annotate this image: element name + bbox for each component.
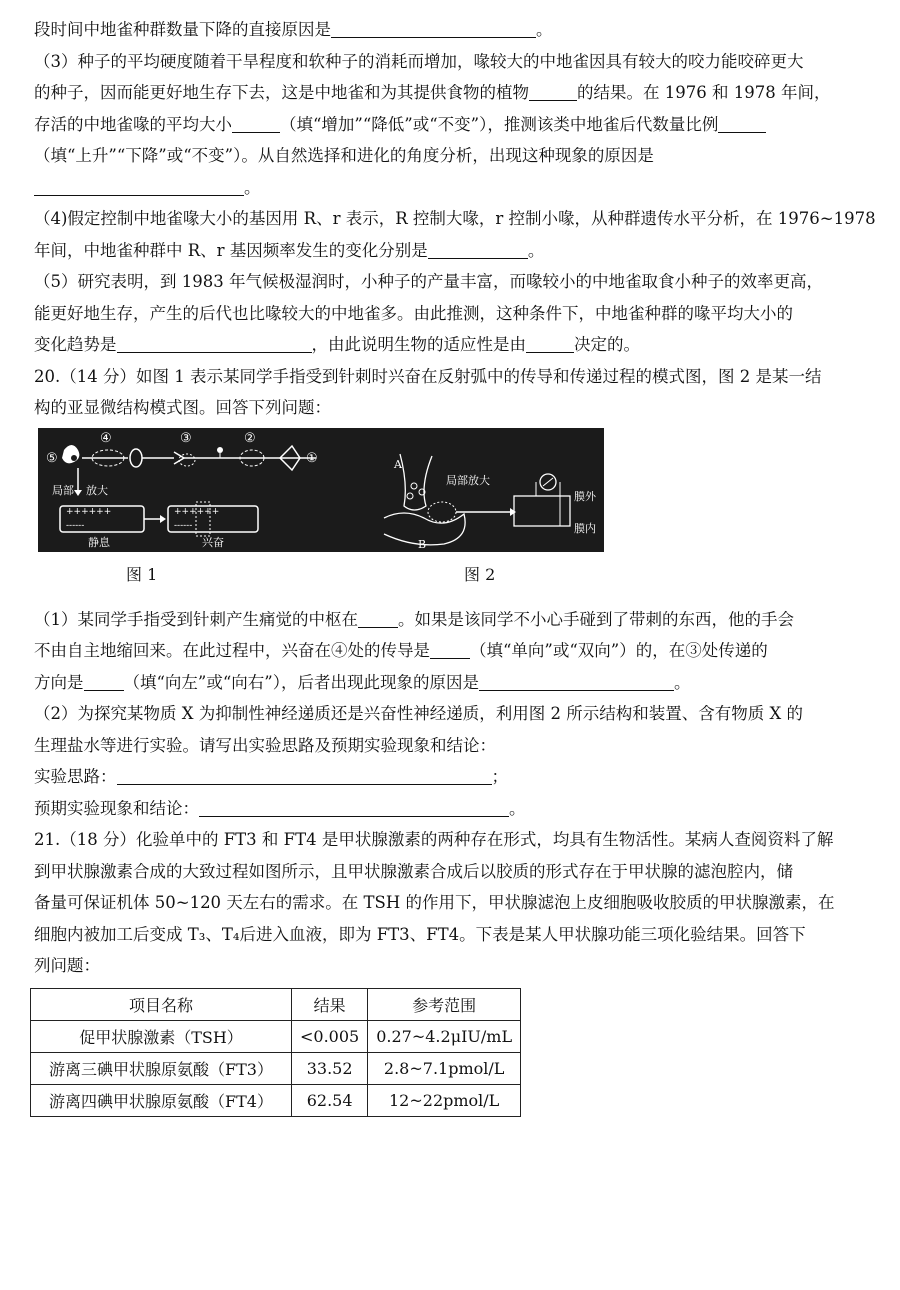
text-line: 列问题：: [34, 956, 100, 975]
answer-blank[interactable]: [428, 240, 528, 259]
answer-blank[interactable]: [117, 334, 312, 353]
text-line: 存活的中地雀喙的平均大小 （填“增加”“降低”或“不变”），推测该类中地雀后代数量比例: [34, 109, 864, 141]
text-line: 到甲状腺激素合成的大致过程如图所示，且甲状腺激素合成后以胶质的形式存在于甲状腺的滤泡腔内，储: [34, 861, 793, 881]
text-line: （1）某同学手指受到针刺产生痛觉的中枢在 。如果是该同学不小心手碰到了带刺的东西，他的手会: [34, 609, 794, 629]
table-cell: 0.27~4.2μIU/mL: [368, 1020, 521, 1052]
text-line: （3）种子的平均硬度随着干旱程度和软种子的消耗而增加，喙较大的中地雀因具有较大的咬力能咬碎更大: [34, 51, 804, 71]
answer-blank[interactable]: [430, 640, 470, 659]
table-row: [31, 1084, 521, 1116]
label-3: ③: [180, 430, 192, 446]
label-2: ②: [244, 430, 256, 446]
answer-blank[interactable]: [718, 114, 766, 133]
text-line: （5）研究表明，到 1983 年气候极湿润时，小种子的产量丰富，而喙较小的中地雀取食小种子的效率更高，: [34, 272, 823, 291]
text-line: 细胞内被加工后变成 T₃、T₄后进入血液，即为 FT3、FT4。下表是某人甲状腺功能三项化验结果。回答下: [34, 924, 806, 944]
figure-2-caption: 图 2: [464, 564, 496, 584]
text-line: 实验思路： ；: [34, 767, 508, 786]
table-cell: 62.54: [292, 1084, 368, 1116]
table-header: 参考范围: [368, 988, 521, 1020]
text-line: （2）为探究某物质 X 为抑制性神经递质还是兴奋性神经递质，利用图 2 所示结构和装置、含有物质 X 的: [34, 704, 803, 723]
label-1: ①: [306, 450, 318, 466]
text-line: 的种子，因而能更好地生存下去，这是中地雀和为其提供食物的植物 的结果。在 1976 和 1978 年间，: [34, 83, 831, 102]
label-local-enlarge: 局部放大: [446, 473, 490, 487]
exam-page: [34, 14, 876, 1117]
label-local: 局部: [52, 483, 74, 497]
answer-blank[interactable]: [479, 672, 674, 691]
label-A: A: [394, 457, 402, 471]
text-line: 变化趋势是 ，由此说明生物的适应性是由 决定的。: [34, 335, 640, 354]
table-cell: 33.52: [292, 1052, 368, 1084]
table-header: 结果: [292, 988, 368, 1020]
answer-blank[interactable]: [199, 798, 509, 817]
text-line: 方向是 （填“向左”或“向右”），后者出现此现象的原因是 。: [34, 672, 691, 692]
label-enlarge: 放大: [86, 483, 108, 497]
label-outside: 膜外: [574, 489, 596, 503]
label-rest: 静息: [88, 535, 110, 549]
table-row: [31, 1052, 521, 1084]
label-excite: 兴奋: [202, 535, 224, 549]
text-line: （填“上升”“下降”或“不变”）。从自然选择和进化的角度分析，出现这种现象的原因是: [34, 146, 654, 165]
answer-blank[interactable]: [529, 82, 577, 101]
text-line: （4)假定控制中地雀喙大小的基因用 R、r 表示，R 控制大喙，r 控制小喙，从种群遗传水平分析，在 1976~1978: [34, 209, 876, 228]
answer-blank[interactable]: [358, 609, 398, 628]
table-cell: 12~22pmol/L: [368, 1084, 521, 1116]
table-row: [31, 1020, 521, 1052]
answer-blank[interactable]: [526, 334, 574, 353]
table-header-row: [31, 988, 521, 1020]
charge-minus: ------: [66, 520, 85, 531]
table-cell: 游离四碘甲状腺原氨酸（FT4）: [31, 1084, 292, 1116]
table-cell: 游离三碘甲状腺原氨酸（FT3）: [31, 1052, 292, 1084]
answer-blank[interactable]: [34, 177, 244, 196]
label-inside: 膜内: [574, 521, 596, 535]
text-line: 生理盐水等进行实验。请写出实验思路及预期实验现象和结论：: [34, 735, 496, 755]
text-line: 。: [34, 172, 864, 204]
table-cell: 促甲状腺激素（TSH）: [31, 1020, 292, 1052]
text-line: 预期实验现象和结论： 。: [34, 798, 526, 818]
answer-blank[interactable]: [331, 19, 536, 38]
figure-1-caption: 图 1: [126, 564, 158, 584]
figure-area: [34, 428, 864, 604]
text-line: 年间，中地雀种群中 R、r 基因频率发生的变化分别是 。: [34, 240, 545, 260]
answer-blank[interactable]: [232, 114, 280, 133]
table-cell: 2.8~7.1pmol/L: [368, 1052, 521, 1084]
text-line: 段时间中地雀种群数量下降的直接原因是 。: [34, 20, 553, 39]
reflex-arc-figure: [38, 428, 604, 552]
answer-blank[interactable]: [117, 766, 492, 785]
neuron-body: [71, 455, 77, 461]
lab-results-table: [30, 988, 521, 1117]
charge-minus: ------: [174, 520, 193, 531]
label-B: B: [418, 537, 427, 551]
answer-blank[interactable]: [84, 672, 124, 691]
label-4: ④: [100, 430, 112, 446]
table-cell: <0.005: [292, 1020, 368, 1052]
charge-plus: ++++++: [66, 506, 112, 517]
ganglion-icon: [217, 447, 223, 453]
table-header: 项目名称: [31, 988, 292, 1020]
text-line: 21.（18 分）化验单中的 FT3 和 FT4 是甲状腺激素的两种存在形式，均具有生物活性。某病人查阅资料了解: [34, 830, 834, 849]
text-line: 构的亚显微结构模式图。回答下列问题：: [34, 398, 331, 417]
text-line: 能更好地生存，产生的后代也比喙较大的中地雀多。由此推测，这种条件下，中地雀种群的喙平均大小的: [34, 303, 793, 323]
text-line: 20.（14 分）如图 1 表示某同学手指受到针刺时兴奋在反射弧中的传导和传递过程的模式图，图 2 是某一结: [34, 366, 822, 386]
text-line: 备量可保证机体 50~120 天左右的需求。在 TSH 的作用下，甲状腺滤泡上皮细胞吸收胶质的甲状腺激素，在: [34, 893, 835, 912]
label-5: ⑤: [46, 450, 58, 466]
text-line: 不由自主地缩回来。在此过程中，兴奋在④处的传导是 （填“单向”或“双向”）的，在③处传递的: [34, 641, 768, 660]
charge-plus: ++++++: [174, 506, 220, 517]
